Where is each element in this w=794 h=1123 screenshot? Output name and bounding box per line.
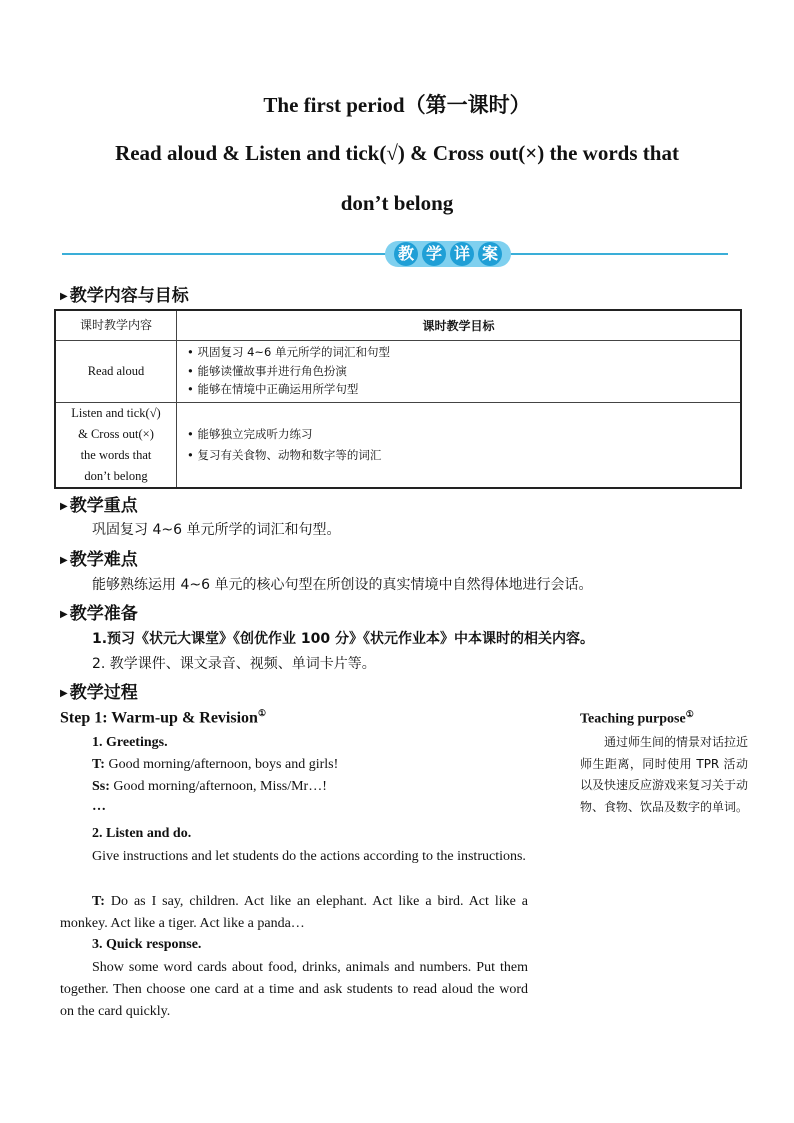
- table-cell-goals: • 能够独立完成听力练习 • 复习有关食物、动物和数字等的词汇: [177, 402, 742, 488]
- teacher-instructions-text: T: Do as I say, children. Act like an elephant. Act like a bird. Act like a monkey. Act like a tiger. Act like a panda…: [60, 894, 528, 931]
- triangle-bullet-icon: ▶: [60, 688, 68, 699]
- page-subtitle-line1: Read aloud & Listen and tick(√) & Cross out(×) the words that: [115, 141, 679, 165]
- triangle-bullet-icon: ▶: [60, 501, 68, 512]
- table-cell-content: Listen and tick(√) & Cross out(×) the words that don’t belong: [55, 402, 177, 488]
- goals-table: [54, 309, 742, 489]
- key-points-text: 巩固复习 4~6 单元所学的词汇和句型。: [92, 522, 341, 538]
- dialogue-line-students: Ss: Good morning/afternoon, Miss/Mr…!: [92, 779, 327, 794]
- banner-badge: [385, 241, 511, 267]
- triangle-bullet-icon: ▶: [60, 291, 68, 302]
- ellipsis: …: [92, 799, 106, 814]
- table-cell-goals: • 巩固复习 4~6 单元所学的词汇和句型 • 能够读懂故事并进行角色扮演 • 能够在情境中正确运用所学句型: [177, 340, 742, 402]
- banner-char: 学: [422, 242, 446, 266]
- table-cell-content: Read aloud: [55, 340, 177, 402]
- teaching-purpose-title: Teaching purpose①: [580, 709, 694, 727]
- page-title: The first period（第一课时）: [263, 93, 531, 117]
- dialogue-line-teacher: T: Good morning/afternoon, boys and girls!: [92, 757, 339, 772]
- listen-and-do-text: Give instructions and let students do the actions according to the instructions.: [92, 849, 526, 864]
- difficulties-text: 能够熟练运用 4~6 单元的核心句型在所创设的真实情境中自然得体地进行会话。: [92, 577, 593, 593]
- section-heading-content-goals: ▶ 教学内容与目标: [60, 286, 189, 306]
- table-row: [55, 402, 741, 488]
- teaching-purpose-text: 通过师生间的情景对话拉近师生距离，同时使用 TPR 活动以及快速反应游戏来复习关于动物、食物、饮品及数字的单词。: [580, 735, 749, 814]
- preparation-item-1: 1.预习《状元大课堂》《创优作业 100 分》《状元作业本》中本课时的相关内容。: [92, 631, 595, 647]
- table-header-goals: 课时教学目标: [177, 310, 742, 340]
- banner-char: 详: [450, 242, 474, 266]
- quick-response-text: Show some word cards about food, drinks, animals and numbers. Put them together. Then choose one card at a time and ask students to read aloud the word on the card quickly.: [60, 960, 528, 1019]
- section-banner: [62, 241, 728, 267]
- section-heading-difficulties: ▶ 教学难点: [60, 550, 138, 570]
- triangle-bullet-icon: ▶: [60, 609, 68, 620]
- table-row: [55, 340, 741, 402]
- table-header-content: 课时教学内容: [55, 310, 177, 340]
- section-heading-preparation: ▶ 教学准备: [60, 604, 138, 624]
- step1-title: Step 1: Warm-up & Revision①: [60, 708, 267, 727]
- triangle-bullet-icon: ▶: [60, 555, 68, 566]
- listen-and-do-title: 2. Listen and do.: [92, 826, 192, 841]
- section-heading-process: ▶ 教学过程: [60, 683, 138, 703]
- section-heading-key-points: ▶ 教学重点: [60, 496, 138, 516]
- quick-response-title: 3. Quick response.: [92, 937, 202, 952]
- preparation-item-2: 2. 教学课件、课文录音、视频、单词卡片等。: [92, 656, 376, 672]
- greetings-title: 1. Greetings.: [92, 735, 168, 750]
- page-subtitle-line2: don’t belong: [340, 191, 454, 215]
- banner-char: 教: [394, 242, 418, 266]
- banner-char: 案: [478, 242, 502, 266]
